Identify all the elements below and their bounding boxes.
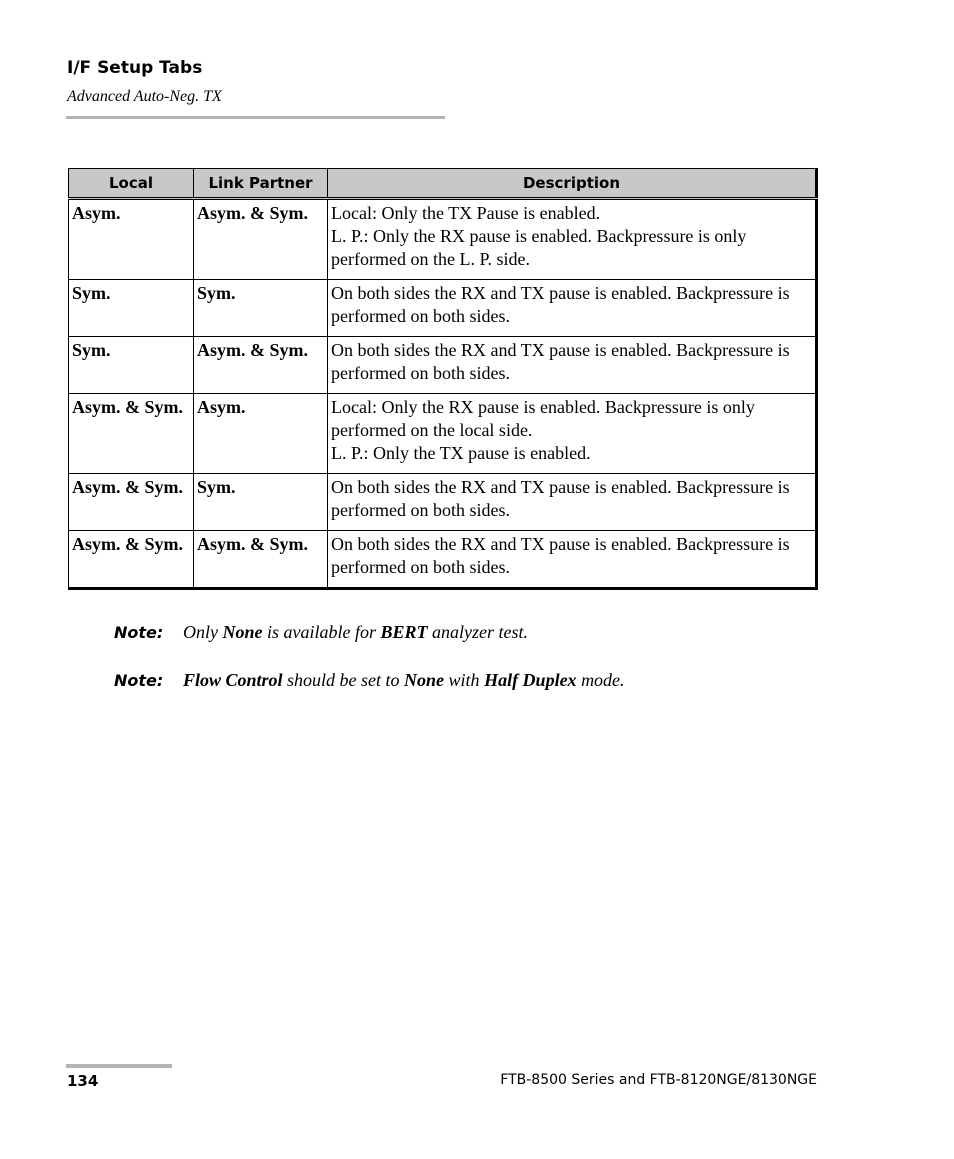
cell-local: Asym. & Sym. — [69, 474, 194, 531]
header-divider — [66, 116, 445, 119]
note-text: is available for — [262, 622, 381, 642]
column-header-description: Description — [328, 169, 817, 199]
page-number: 134 — [67, 1072, 99, 1090]
note-emphasis: None — [222, 622, 263, 642]
cell-local: Sym. — [69, 337, 194, 394]
description-line: On both sides the RX and TX pause is enabled. Backpressure is performed on both sides. — [331, 340, 790, 383]
table-row — [69, 531, 817, 589]
cell-description — [328, 199, 817, 280]
cell-local: Asym. & Sym. — [69, 531, 194, 589]
table-row — [69, 474, 817, 531]
note-emphasis: Flow Control — [183, 670, 283, 690]
note-label: Note: — [114, 671, 164, 690]
table-header-row — [69, 169, 817, 199]
cell-link-partner: Asym. — [194, 394, 328, 474]
description-line: On both sides the RX and TX pause is enabled. Backpressure is performed on both sides. — [331, 283, 790, 326]
table-row — [69, 337, 817, 394]
footer-divider — [66, 1064, 172, 1068]
table-row — [69, 394, 817, 474]
note-emphasis: BERT — [380, 622, 428, 642]
cell-local: Asym. — [69, 199, 194, 280]
description-line: Local: Only the TX Pause is enabled. — [331, 203, 601, 223]
cell-link-partner: Asym. & Sym. — [194, 199, 328, 280]
cell-local: Sym. — [69, 280, 194, 337]
table-body — [69, 199, 817, 589]
column-header-local: Local — [69, 169, 194, 199]
cell-description — [328, 337, 817, 394]
cell-link-partner: Sym. — [194, 474, 328, 531]
note-text: mode. — [576, 670, 625, 690]
cell-description — [328, 531, 817, 589]
table-row — [69, 280, 817, 337]
note-text: with — [444, 670, 485, 690]
column-header-link-partner: Link Partner — [194, 169, 328, 199]
flow-control-table — [68, 168, 818, 590]
note-emphasis: None — [404, 670, 445, 690]
section-title: I/F Setup Tabs — [67, 58, 203, 78]
table-row — [69, 199, 817, 280]
description-line: L. P.: Only the TX pause is enabled. — [331, 443, 591, 463]
note-text: Only — [183, 622, 223, 642]
description-line: L. P.: Only the RX pause is enabled. Backpressure is only performed on the L. P. side. — [331, 226, 747, 269]
note — [114, 622, 528, 643]
note-text: should be set to — [282, 670, 405, 690]
cell-description — [328, 394, 817, 474]
cell-local: Asym. & Sym. — [69, 394, 194, 474]
cell-link-partner: Sym. — [194, 280, 328, 337]
cell-link-partner: Asym. & Sym. — [194, 337, 328, 394]
cell-link-partner: Asym. & Sym. — [194, 531, 328, 589]
document-title: FTB-8500 Series and FTB-8120NGE/8130NGE — [500, 1072, 817, 1088]
note — [114, 670, 625, 691]
description-line: On both sides the RX and TX pause is enabled. Backpressure is performed on both sides. — [331, 477, 790, 520]
description-line: On both sides the RX and TX pause is enabled. Backpressure is performed on both sides. — [331, 534, 790, 577]
cell-description — [328, 474, 817, 531]
note-emphasis: Half Duplex — [484, 670, 577, 690]
description-line: Local: Only the RX pause is enabled. Backpressure is only performed on the local side. — [331, 397, 755, 440]
section-subtitle: Advanced Auto-Neg. TX — [67, 88, 222, 105]
note-label: Note: — [114, 623, 164, 642]
cell-description — [328, 280, 817, 337]
note-text: analyzer test. — [427, 622, 529, 642]
